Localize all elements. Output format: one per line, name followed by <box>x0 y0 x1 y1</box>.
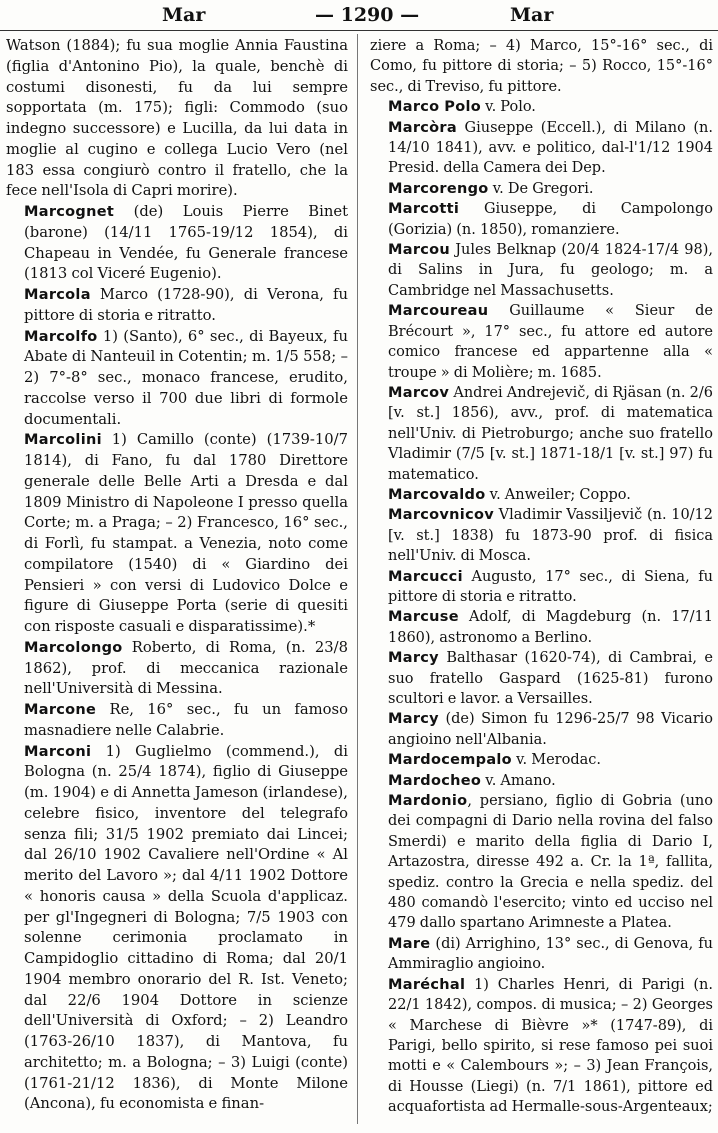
entry-headword: Maréchal <box>388 976 466 993</box>
entry-text: Vladimir Vassiljevič (n. 10/12 [v. st.] 1838) fu 1873-90 prof. di fisica nell'Univ. di Mosca. <box>388 507 713 565</box>
entry-headword: Marconi <box>24 743 92 760</box>
entry-text: 1) Camillo (conte) (1739-10/7 1814), di Fano, fu dal 1780 Direttore generale delle Belle Arti a Dresda e dal 1809 Ministro di Napoleone I presso quella Corte; m. a Praga; – 2) Francesco, 16° sec., di Forlì, fu stampat. a Venezia, noto come compilatore (1540) di « Giardino dei Pensieri » con versi di Ludovico Dolce e figure di Giuseppe Porta (serie di quesiti con risposte casuali e disparatissime).* <box>24 431 348 635</box>
entry-text: 1) (Santo), 6° sec., di Bayeux, fu Abate di Nanteuil in Cotentin; m. 1/5 558; – 2) 7°-8° sec., monaco francese, erudito, raccolse verso il 700 due libri di formole documentali. <box>24 327 348 428</box>
column-divider <box>357 34 358 1124</box>
entry-text: Marco (1728-90), di Verona, fu pittore di storia e ritratto. <box>24 286 348 324</box>
entry <box>370 97 713 117</box>
entry-text: v. Anweiler; Coppo. <box>489 486 631 503</box>
entry-headword: Marcuse <box>388 609 459 626</box>
entry-text: Andrei Andrejevič, di Rjäsan (n. 2/6 [v. st.] 1856), avv., prof. di matematica nell'Univ. di Pietroburgo; anche suo fratello Vladimir (7/5 [v. st.] 1871-18/1 [v. st.] 97) fu matematico. <box>388 384 714 483</box>
entry <box>6 36 348 202</box>
entry <box>370 383 713 485</box>
entry-text: Balthasar (1620-74), di Cambrai, e suo fratello Gaspard (1625-81) furono scultori e lavor. a Versailles. <box>388 650 713 707</box>
entry-headword: Marcolongo <box>24 639 123 656</box>
entry-text: Roberto, di Roma, (n. 23/8 1862), prof. di meccanica razionale nell'Università di Messina. <box>24 638 348 698</box>
entry-text: (de) Simon fu 1296-25/7 98 Vicario angioino nell'Albania. <box>388 711 713 748</box>
entry <box>370 567 713 608</box>
entry <box>370 505 713 566</box>
left-column <box>6 36 348 1115</box>
entry <box>370 791 713 934</box>
header-rule <box>0 30 718 31</box>
entry-text: Adolf, di Magdeburg (n. 17/11 1860), astronomo a Berlino. <box>388 609 713 646</box>
entry-headword: Marcoureau <box>388 303 489 320</box>
entry-text: (de) Louis Pierre Binet (barone) (14/11 1765-19/12 1854), di Chapeau in Vendée, fu Generale francese (1813 col Viceré Eugenio). <box>24 203 348 283</box>
entry-headword: Marcy <box>388 711 439 728</box>
entry-headword: Marcognet <box>24 204 115 220</box>
entry <box>370 199 713 240</box>
entry <box>370 709 713 750</box>
entry-headword: Marcolfo <box>24 328 98 345</box>
entry-headword: Marcola <box>24 287 91 303</box>
entry-headword: Marcovnicov <box>388 507 494 524</box>
entry <box>6 327 348 431</box>
entry-text: (di) Arrighino, 13° sec., di Genova, fu Ammiraglio angioino. <box>388 935 713 973</box>
entry <box>370 750 713 770</box>
entry-headword: Marcou <box>388 242 451 259</box>
entry-headword: Marco Polo <box>388 99 481 116</box>
entry <box>370 485 713 505</box>
entry-text: Re, 16° sec., fu un famoso masnadiere nelle Calabrie. <box>24 701 348 739</box>
entry-text: ziere a Roma; – 4) Marco, 15°-16° sec., di Como, fu pittore di storia; – 5) Rocco, 15°-16° sec., di Treviso, fu pittore. <box>370 38 713 95</box>
entry-headword: Mare <box>388 935 431 952</box>
entry <box>370 179 713 199</box>
entry-text: Giuseppe (Eccell.), di Milano (n. 14/10 1841), avv. e politico, dal-l'1/12 1904 Presid. della Camera dei Dep. <box>388 119 713 177</box>
entry-headword: Marcotti <box>388 201 460 218</box>
entry-headword: Mardocheo <box>388 772 482 789</box>
entry-headword: Mardocempalo <box>388 752 512 769</box>
entry <box>6 742 348 1116</box>
entry-text: 1) Charles Henri, di Parigi (n. 22/1 1842), compos. di musica; – 2) Georges « Marchese di Bièvre »* (1747-89), di Parigi, bello spirito, si rese famoso pei suoi motti e « Calembours »; – 3) Jean François, di Housse (Liegi) (n. 7/1 1861), pittore ed acquafortista ad Hermalle-sous-Argenteaux; <box>388 976 713 1116</box>
entry-headword: Marcone <box>24 702 97 718</box>
entry <box>370 36 713 97</box>
running-head-left: Mar <box>162 4 206 26</box>
entry <box>370 648 713 709</box>
entry <box>370 301 713 383</box>
entry-headword: Marcucci <box>388 568 463 585</box>
entry-text: , persiano, figlio di Gobria (uno dei compagni di Dario nella rovina del falso Smerdi) e marito della figlia di Dario I, Artazostra, diresse 492 a. Cr. la 1ª, fallita, spediz. contro la Grecia e nella spediz. del 480 comandò l'esercito; vinto ed ucciso nel 479 dallo spartano Arimneste a Platea. <box>388 793 713 932</box>
entry <box>370 607 713 648</box>
entry <box>370 771 713 791</box>
right-column <box>370 36 713 1118</box>
entry <box>6 202 348 285</box>
entry-text: Watson (1884); fu sua moglie Annia Faustina (figlia d'Antonino Pio), la quale, benchè di costumi disonesti, fu da lui sempre sopportata (m. 175); figli: Commodo (suo indegno successore) e Lucilla, da lui data in moglie al cugino e collega Lucio Vero (nel 183 essa congiurò contro il fratello, che la fece nell'Isola di Capri morire). <box>6 37 348 200</box>
entry <box>370 118 713 179</box>
entry-headword: Marcovaldo <box>388 486 486 503</box>
entry-headword: Mardonio <box>388 793 468 810</box>
running-head <box>0 0 718 30</box>
entry-headword: Marcy <box>388 650 439 667</box>
entry-headword: Marcolini <box>24 432 102 449</box>
entry-text: Jules Belknap (20/4 1824-17/4 98), di Salins in Jura, fu geologo; m. a Cambridge nel Massachusetts. <box>388 242 713 299</box>
page-number: — 1290 — <box>315 4 420 26</box>
entry <box>6 430 348 638</box>
entry-headword: Marcòra <box>388 119 457 136</box>
entry <box>370 934 713 975</box>
entry-text: Guillaume « Sieur de Brécourt », 17° sec., fu attore ed autore comico francese ed appartenne alla « troupe » di Molière; m. 1685. <box>388 303 713 381</box>
entry-headword: Marcov <box>388 384 450 401</box>
entry-text: v. Polo. <box>485 99 536 116</box>
entry <box>6 700 348 742</box>
entry-headword: Marcorengo <box>388 180 489 197</box>
entry <box>370 975 713 1118</box>
entry <box>6 638 348 700</box>
entry-text: Giuseppe, di Campolongo (Gorizia) (n. 1850), romanziere. <box>388 201 713 238</box>
entry-text: v. De Gregori. <box>492 180 594 197</box>
entry-text: Augusto, 17° sec., di Siena, fu pittore di storia e ritratto. <box>388 568 714 605</box>
entry-text: 1) Guglielmo (commend.), di Bologna (n. 25/4 1874), figlio di Giuseppe (m. 1904) e di Annetta Jameson (irlandese), celebre fisico, inventore del telegrafo senza fili; 31/5 1902 premiato dai Lincei; dal 26/10 1902 Cavaliere nell'Ordine « Al merito del Lavoro »; dal 4/11 1902 Dottore « honoris causa » della Scuola d'applicaz. per gl'Ingegneri di Bologna; 7/5 1903 con solenne cerimonia proclamato in Campidoglio cittadino di Roma; dal 20/1 1904 membro onorario del R. Ist. Veneto; dal 22/6 1904 Dottore in scienze dell'Università di Oxford; – 2) Leandro (1763-26/10 1837), di Mantova, fu architetto; m. a Bologna; – 3) Luigi (conte) (1761-21/12 1836), di Monte Milone (Ancona), fu economista e finan- <box>24 742 348 1113</box>
entry-text: v. Merodac. <box>516 752 601 769</box>
running-head-right: Mar <box>510 4 554 26</box>
entry <box>6 285 348 327</box>
entry-text: v. Amano. <box>485 772 556 789</box>
entry <box>370 240 713 301</box>
